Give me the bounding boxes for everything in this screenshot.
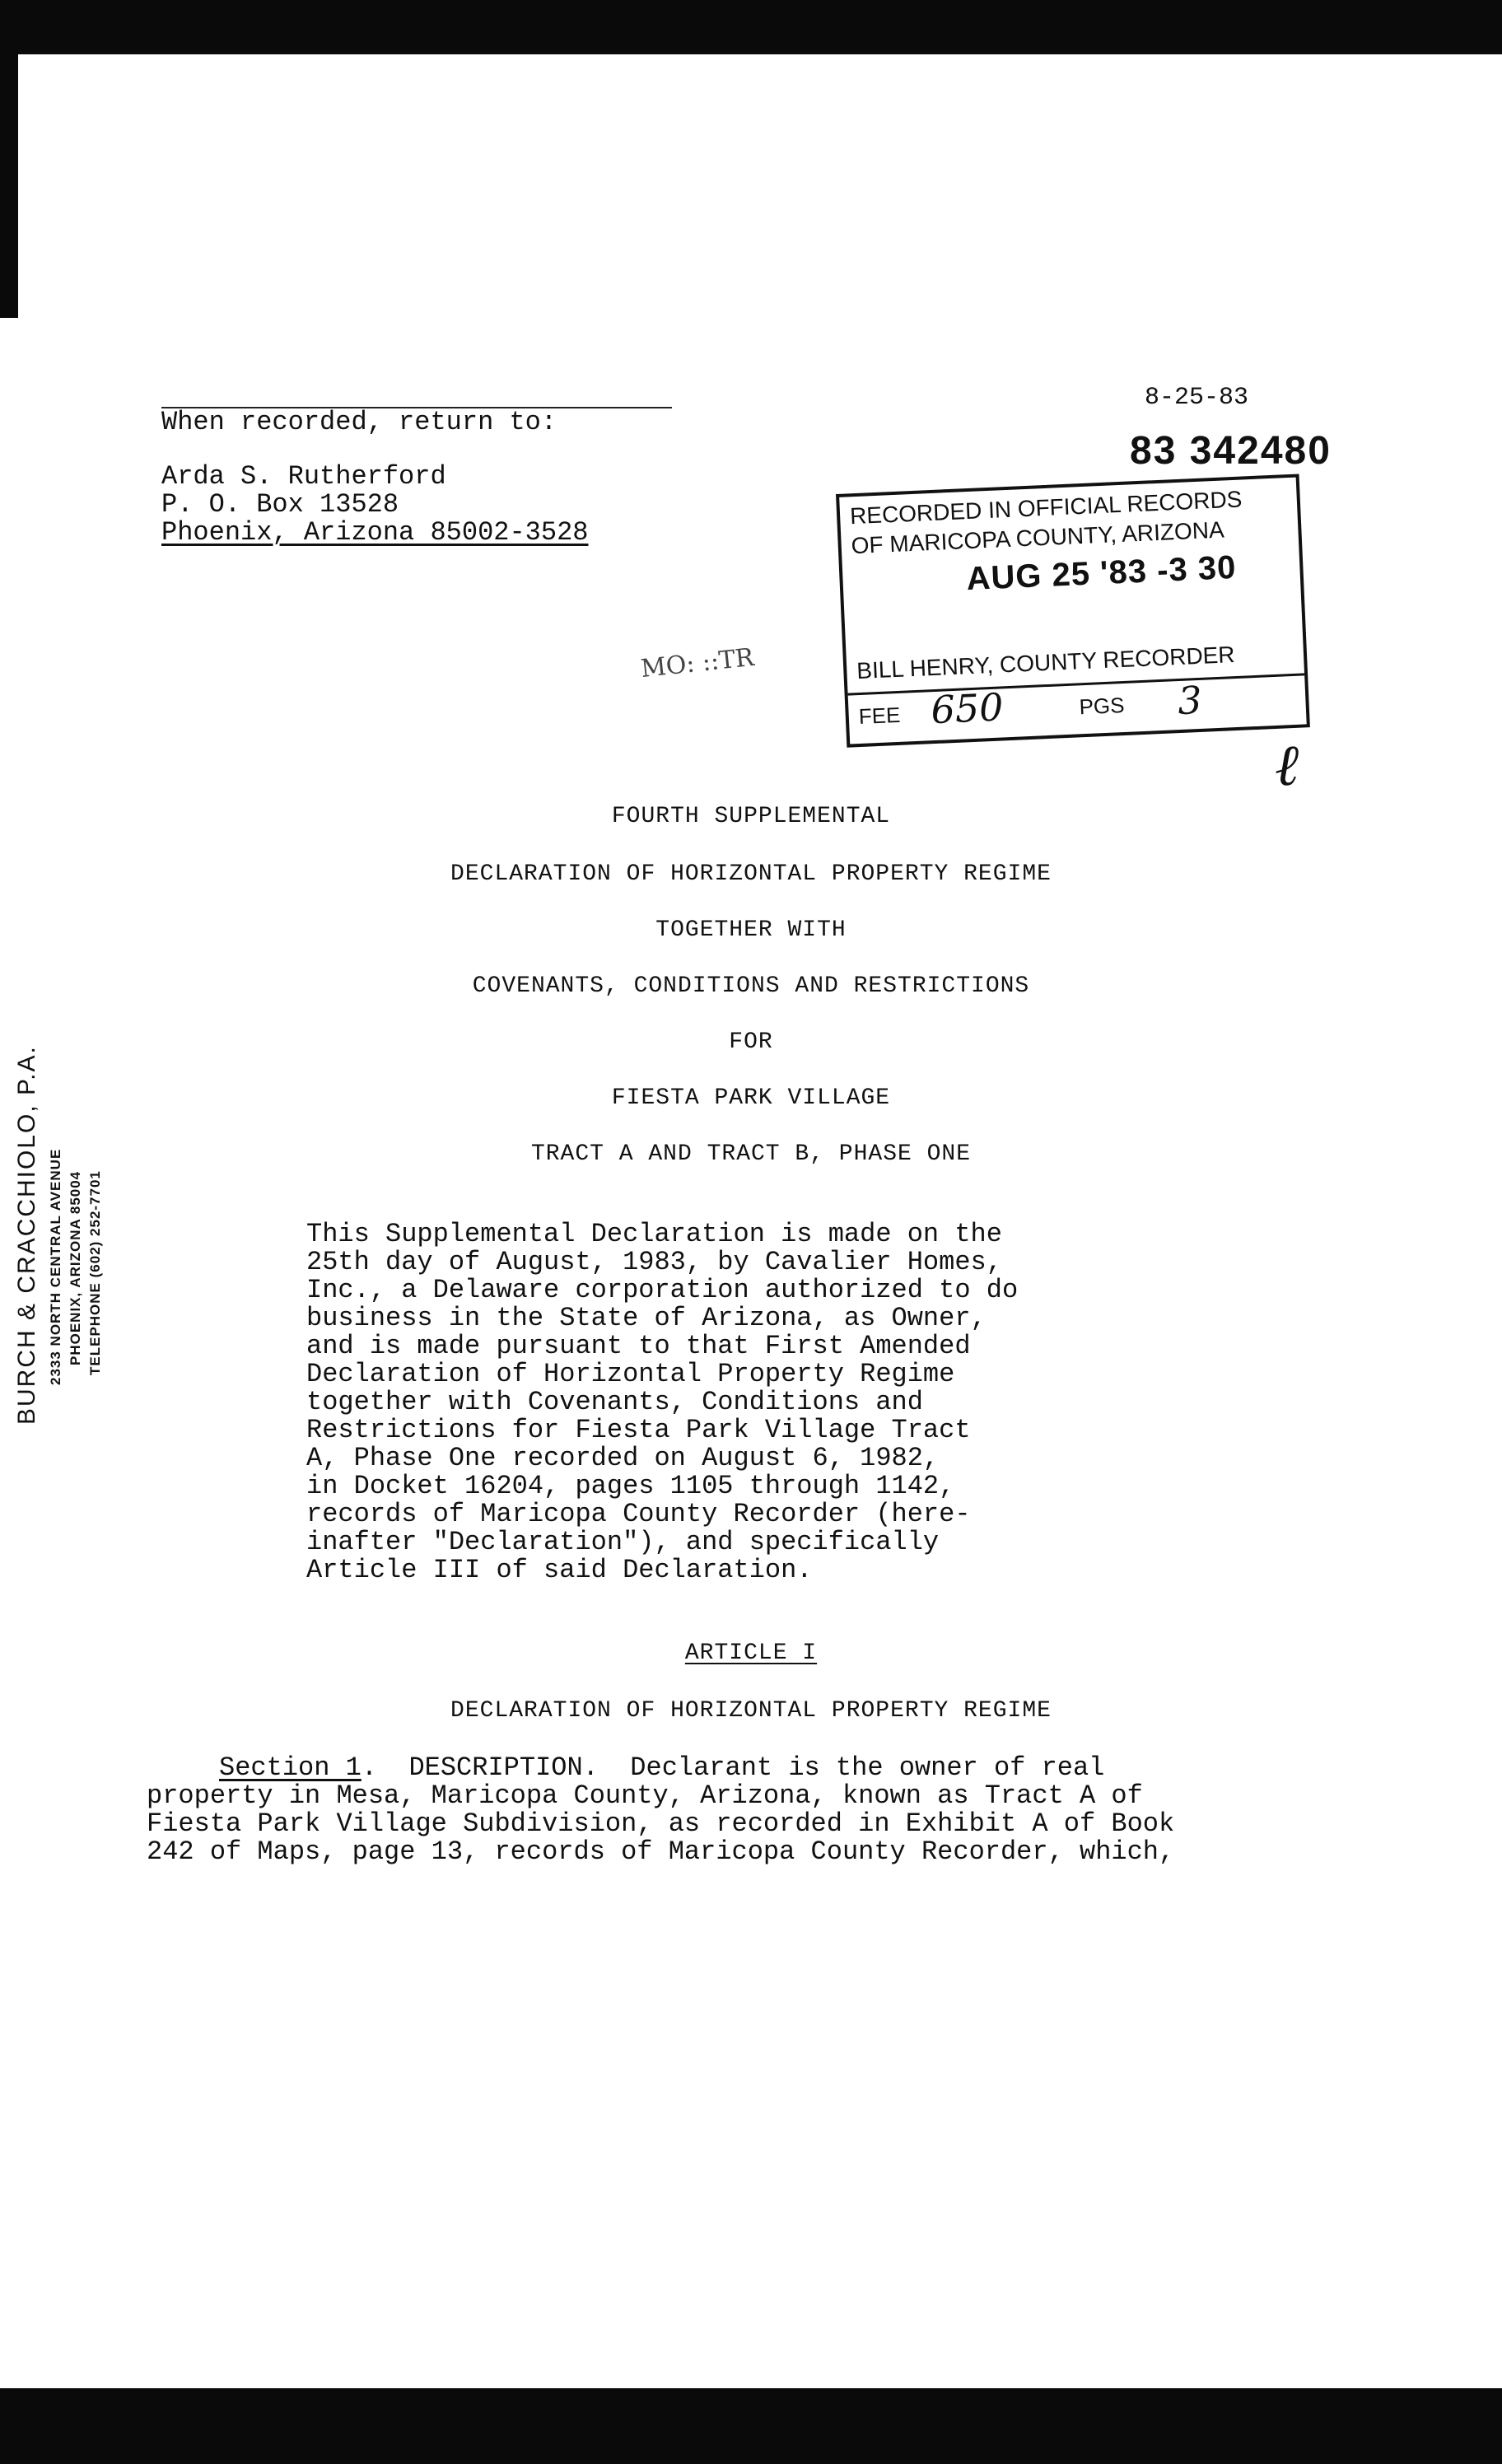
intro-line: inafter "Declaration"), and specifically: [306, 1527, 940, 1557]
document-number: 83 342480: [1130, 429, 1332, 473]
firm-address: 2333 NORTH CENTRAL AVENUE: [48, 1148, 63, 1385]
firm-telephone: TELEPHONE (602) 252-7701: [87, 1170, 103, 1375]
scan-border-left: [0, 54, 18, 318]
intro-line: A, Phase One recorded on August 6, 1982,: [306, 1443, 940, 1473]
section-line: Fiesta Park Village Subdivision, as recorded in Exhibit A of Book: [147, 1808, 1175, 1839]
title-line-1: FOURTH SUPPLEMENTAL: [611, 804, 891, 829]
intro-line: Restrictions for Fiesta Park Village Tract: [306, 1415, 971, 1445]
intro-line: Inc., a Delaware corporation authorized to do: [306, 1275, 1019, 1305]
stamp-pgs-value: 3: [1177, 677, 1203, 724]
intro-line: Declaration of Horizontal Property Regime: [306, 1359, 955, 1389]
section-line: property in Mesa, Maricopa County, Arizona, known as Tract A of: [147, 1780, 1143, 1811]
section-label: Section 1: [219, 1752, 362, 1783]
intro-line: business in the State of Arizona, as Owner,: [306, 1303, 987, 1333]
article-subheading: DECLARATION OF HORIZONTAL PROPERTY REGIME: [450, 1698, 1052, 1724]
stamp-recorder: BILL HENRY, COUNTY RECORDER: [856, 642, 1236, 684]
intro-line: records of Maricopa County Recorder (here-: [306, 1499, 971, 1529]
title-line-2: DECLARATION OF HORIZONTAL PROPERTY REGIME: [450, 861, 1052, 887]
firm-city: PHOENIX, ARIZONA 85004: [68, 1170, 83, 1365]
stamp-line2: OF MARICOPA COUNTY, ARIZONA: [851, 516, 1225, 559]
intro-line: together with Covenants, Conditions and: [306, 1387, 923, 1417]
title-line-4: COVENANTS, CONDITIONS AND RESTRICTIONS: [472, 973, 1030, 999]
title-line-5: FOR: [729, 1029, 773, 1055]
scan-border-top: [0, 0, 1502, 54]
intro-line: 25th day of August, 1983, by Cavalier Homes,: [306, 1247, 1002, 1277]
intro-line: Article III of said Declaration.: [306, 1555, 813, 1585]
stamp-fee-label: FEE: [858, 702, 901, 730]
title-line-7: TRACT A AND TRACT B, PHASE ONE: [530, 1141, 972, 1167]
intro-paragraph: [306, 1220, 1018, 1584]
stamp-received-date: AUG 25 '83 -3 30: [965, 548, 1238, 598]
section-line: 242 of Maps, page 13, records of Maricopa County Recorder, which,: [147, 1836, 1175, 1867]
section-body: [147, 1754, 1174, 1866]
title-line-6: FIESTA PARK VILLAGE: [611, 1085, 891, 1111]
handwritten-note: MO: ::TR: [639, 642, 756, 684]
section-first-line: . DESCRIPTION. Declarant is the owner of real: [361, 1752, 1105, 1783]
stamp-line1: RECORDED IN OFFICIAL RECORDS: [849, 486, 1243, 530]
stamp-fee-value: 650: [930, 684, 1005, 733]
title-line-3: TOGETHER WITH: [655, 917, 847, 943]
recording-stamp: [836, 474, 1310, 747]
scan-border-bottom: [0, 2388, 1502, 2464]
stamp-pgs-label: PGS: [1078, 692, 1126, 720]
return-name: Arda S. Rutherford: [161, 461, 446, 492]
handwritten-initial-mark: ℓ: [1275, 731, 1299, 799]
intro-line: and is made pursuant to that First Amended: [306, 1331, 971, 1361]
return-box: P. O. Box 13528: [161, 489, 399, 520]
return-label: When recorded, return to:: [161, 407, 557, 437]
intro-line: in Docket 16204, pages 1105 through 1142,: [306, 1471, 955, 1501]
article-heading: ARTICLE I: [684, 1640, 818, 1666]
document-date: 8-25-83: [1145, 384, 1249, 412]
return-city: Phoenix, Arizona 85002-3528: [161, 517, 589, 548]
intro-line: This Supplemental Declaration is made on the: [306, 1219, 1002, 1249]
firm-name: BURCH & CRACCHIOLO, P.A.: [13, 1045, 40, 1425]
